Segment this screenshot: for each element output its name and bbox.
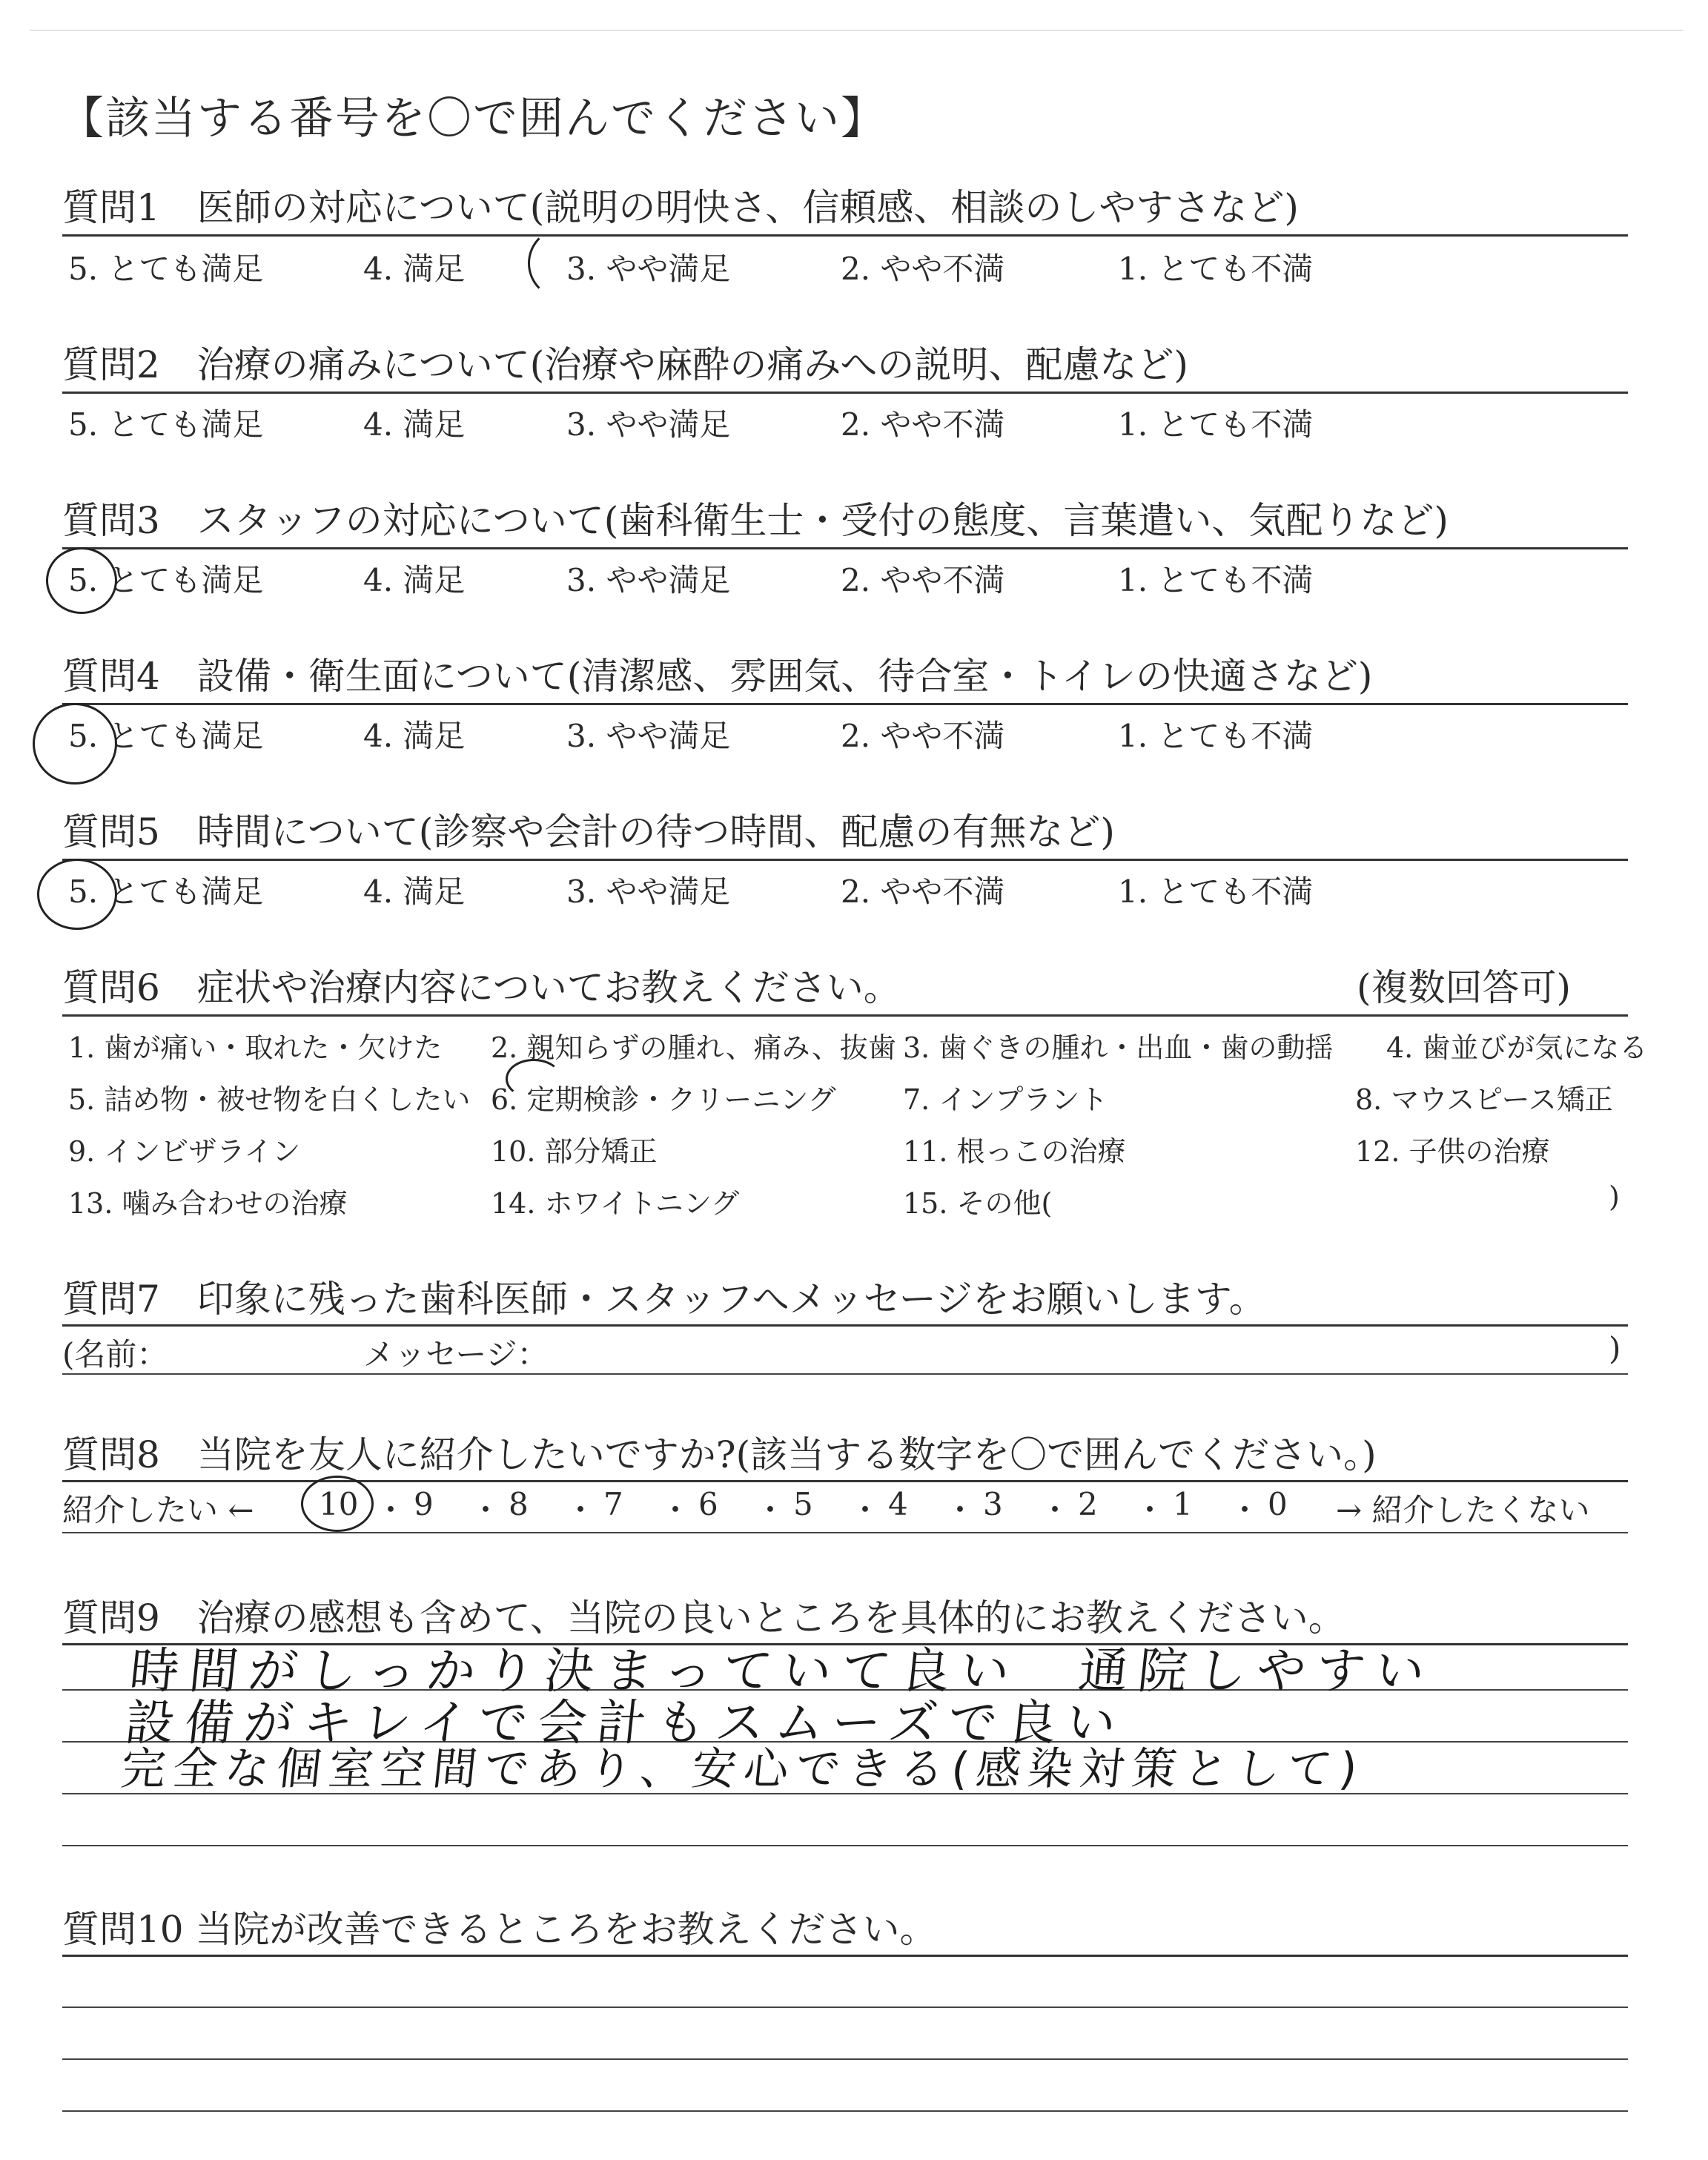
question-10-label: 質問10 当院が改善できるところをお教えください。 bbox=[62, 1908, 937, 1951]
q8-number-3[interactable]: 3 bbox=[983, 1486, 1003, 1522]
q9-answer-line-2: 設備がキレイで会計もスムーズで良い bbox=[122, 1694, 1129, 1751]
top-edge-line bbox=[30, 30, 1683, 31]
q8-separator-dot: ・ bbox=[1039, 1492, 1071, 1528]
q3-selection-circle bbox=[46, 547, 117, 614]
q6-item-4[interactable]: 4. 歯並びが気になる bbox=[1386, 1031, 1648, 1064]
question-8-rule bbox=[62, 1480, 1628, 1482]
q8-number-0[interactable]: 0 bbox=[1268, 1486, 1288, 1522]
q8-number-8[interactable]: 8 bbox=[509, 1486, 529, 1522]
q5-selection-circle bbox=[37, 859, 117, 930]
question-3-rule bbox=[62, 547, 1628, 549]
q1-option-1[interactable]: 1. とても不満 bbox=[1118, 251, 1314, 287]
q7-answer-line[interactable] bbox=[62, 1373, 1628, 1375]
q9-answer-line-1: 時間がしっかり決まっていて良い 通院しやすい bbox=[127, 1642, 1438, 1700]
q6-item-2[interactable]: 2. 親知らずの腫れ、痛み、抜歯 bbox=[491, 1031, 896, 1064]
q8-selection-circle bbox=[301, 1476, 374, 1532]
q1-selection-circle bbox=[528, 227, 600, 300]
q7-name-label: (名前： bbox=[62, 1336, 168, 1373]
q1-option-3[interactable]: 3. やや満足 bbox=[566, 251, 731, 287]
q1-option-2[interactable]: 2. やや不満 bbox=[841, 251, 1005, 287]
q7-message-label: メッセージ： bbox=[363, 1336, 549, 1373]
q3-option-3[interactable]: 3. やや満足 bbox=[566, 562, 731, 598]
q6-selection-circle bbox=[506, 1059, 562, 1099]
q6-item-15-close: ) bbox=[1609, 1180, 1620, 1213]
q8-separator-dot: ・ bbox=[1229, 1492, 1261, 1528]
q9-answer-line-3: 完全な個室空間であり、安心できる(感染対策として) bbox=[118, 1743, 1367, 1795]
q8-left-label: 紹介したい ← bbox=[62, 1492, 254, 1528]
q3-option-2[interactable]: 2. やや不満 bbox=[841, 562, 1005, 598]
question-4-rule bbox=[62, 703, 1628, 705]
question-1-rule bbox=[62, 234, 1628, 237]
q8-separator-dot: ・ bbox=[850, 1492, 881, 1528]
q7-close: ) bbox=[1609, 1330, 1621, 1367]
q4-option-1[interactable]: 1. とても不満 bbox=[1118, 718, 1314, 754]
q9-line-4 bbox=[62, 1845, 1628, 1846]
q8-number-1[interactable]: 1 bbox=[1173, 1486, 1193, 1522]
question-7-label: 質問7 印象に残った歯科医師・スタッフへメッセージをお願いします。 bbox=[62, 1278, 1266, 1321]
q2-option-2[interactable]: 2. やや不満 bbox=[841, 406, 1005, 443]
question-1-label: 質問1 医師の対応について(説明の明快さ、信頼感、相談のしやすさなど) bbox=[62, 186, 1299, 229]
q8-separator-dot: ・ bbox=[470, 1492, 502, 1528]
q2-option-3[interactable]: 3. やや満足 bbox=[566, 406, 731, 443]
q2-option-1[interactable]: 1. とても不満 bbox=[1118, 406, 1314, 443]
q1-option-4[interactable]: 4. 満足 bbox=[363, 251, 466, 287]
q4-option-3[interactable]: 3. やや満足 bbox=[566, 718, 731, 754]
q8-separator-dot: ・ bbox=[755, 1492, 787, 1528]
q5-option-2[interactable]: 2. やや不満 bbox=[841, 873, 1005, 910]
q4-option-4[interactable]: 4. 満足 bbox=[363, 718, 466, 754]
q10-line-2[interactable] bbox=[62, 2058, 1628, 2060]
q6-item-14[interactable]: 14. ホワイトニング bbox=[491, 1187, 740, 1220]
q8-separator-dot: ・ bbox=[565, 1492, 597, 1528]
q10-line-3[interactable] bbox=[62, 2110, 1628, 2112]
q5-option-1[interactable]: 1. とても不満 bbox=[1118, 873, 1314, 910]
form-title: 【該当する番号を〇で囲んでください】 bbox=[59, 93, 887, 145]
q6-item-10[interactable]: 10. 部分矯正 bbox=[491, 1135, 658, 1168]
question-5-rule bbox=[62, 859, 1628, 861]
q6-item-5[interactable]: 5. 詰め物・被せ物を白くしたい bbox=[68, 1083, 471, 1116]
q8-separator-dot: ・ bbox=[660, 1492, 692, 1528]
q8-number-9[interactable]: 9 bbox=[414, 1486, 434, 1522]
q8-bottom-line bbox=[62, 1532, 1628, 1533]
question-4-label: 質問4 設備・衛生面について(清潔感、雰囲気、待合室・トイレの快適さなど) bbox=[62, 655, 1373, 698]
q6-item-1[interactable]: 1. 歯が痛い・取れた・欠けた bbox=[68, 1031, 443, 1064]
question-2-label: 質問2 治療の痛みについて(治療や麻酔の痛みへの説明、配慮など) bbox=[62, 343, 1188, 386]
q8-number-10[interactable]: 10 bbox=[319, 1486, 359, 1522]
q6-item-13[interactable]: 13. 噛み合わせの治療 bbox=[68, 1187, 348, 1220]
q10-line-1[interactable] bbox=[62, 2007, 1628, 2008]
q6-item-15[interactable]: 15. その他( bbox=[903, 1187, 1053, 1220]
q8-number-2[interactable]: 2 bbox=[1078, 1486, 1098, 1522]
q8-number-4[interactable]: 4 bbox=[888, 1486, 908, 1522]
q3-option-1[interactable]: 1. とても不満 bbox=[1118, 562, 1314, 598]
q4-option-5[interactable]: 5. とても満足 bbox=[68, 718, 264, 754]
question-9-label: 質問9 治療の感想も含めて、当院の良いところを具体的にお教えください。 bbox=[62, 1596, 1345, 1639]
question-6-note: (複数回答可) bbox=[1357, 966, 1572, 1009]
q8-number-6[interactable]: 6 bbox=[698, 1486, 718, 1522]
q6-item-12[interactable]: 12. 子供の治療 bbox=[1355, 1135, 1550, 1168]
q8-right-label: → 紹介したくない bbox=[1336, 1492, 1590, 1528]
question-6-rule bbox=[62, 1014, 1628, 1017]
q3-option-4[interactable]: 4. 満足 bbox=[363, 562, 466, 598]
q6-item-6[interactable]: 6. 定期検診・クリーニング bbox=[491, 1083, 836, 1116]
question-10-rule bbox=[62, 1955, 1628, 1957]
question-6-label: 質問6 症状や治療内容についてお教えください。 bbox=[62, 966, 901, 1009]
q5-option-3[interactable]: 3. やや満足 bbox=[566, 873, 731, 910]
q8-separator-dot: ・ bbox=[1134, 1492, 1166, 1528]
q1-option-5[interactable]: 5. とても満足 bbox=[68, 251, 264, 287]
q4-option-2[interactable]: 2. やや不満 bbox=[841, 718, 1005, 754]
q5-option-5[interactable]: 5. とても満足 bbox=[68, 873, 264, 910]
question-8-label: 質問8 当院を友人に紹介したいですか?(該当する数字を〇で囲んでください。) bbox=[62, 1433, 1377, 1476]
q2-option-5[interactable]: 5. とても満足 bbox=[68, 406, 264, 443]
q8-separator-dot: ・ bbox=[944, 1492, 976, 1528]
q8-number-7[interactable]: 7 bbox=[603, 1486, 623, 1522]
q5-option-4[interactable]: 4. 満足 bbox=[363, 873, 466, 910]
question-3-label: 質問3 スタッフの対応について(歯科衛生士・受付の態度、言葉遣い、気配りなど) bbox=[62, 499, 1449, 542]
q8-number-5[interactable]: 5 bbox=[793, 1486, 813, 1522]
q6-item-7[interactable]: 7. インプラント bbox=[903, 1083, 1108, 1116]
q6-item-9[interactable]: 9. インビザライン bbox=[68, 1135, 301, 1168]
question-5-label: 質問5 時間について(診察や会計の待つ時間、配慮の有無など) bbox=[62, 810, 1115, 853]
q2-option-4[interactable]: 4. 満足 bbox=[363, 406, 466, 443]
q6-item-8[interactable]: 8. マウスピース矯正 bbox=[1355, 1083, 1613, 1116]
q6-item-11[interactable]: 11. 根っこの治療 bbox=[903, 1135, 1126, 1168]
question-2-rule bbox=[62, 392, 1628, 394]
q6-item-3[interactable]: 3. 歯ぐきの腫れ・出血・歯の動揺 bbox=[903, 1031, 1334, 1064]
question-7-rule bbox=[62, 1324, 1628, 1327]
q8-separator-dot: ・ bbox=[375, 1492, 407, 1528]
q4-selection-circle bbox=[33, 703, 117, 785]
q3-option-5[interactable]: 5. とても満足 bbox=[68, 562, 264, 598]
